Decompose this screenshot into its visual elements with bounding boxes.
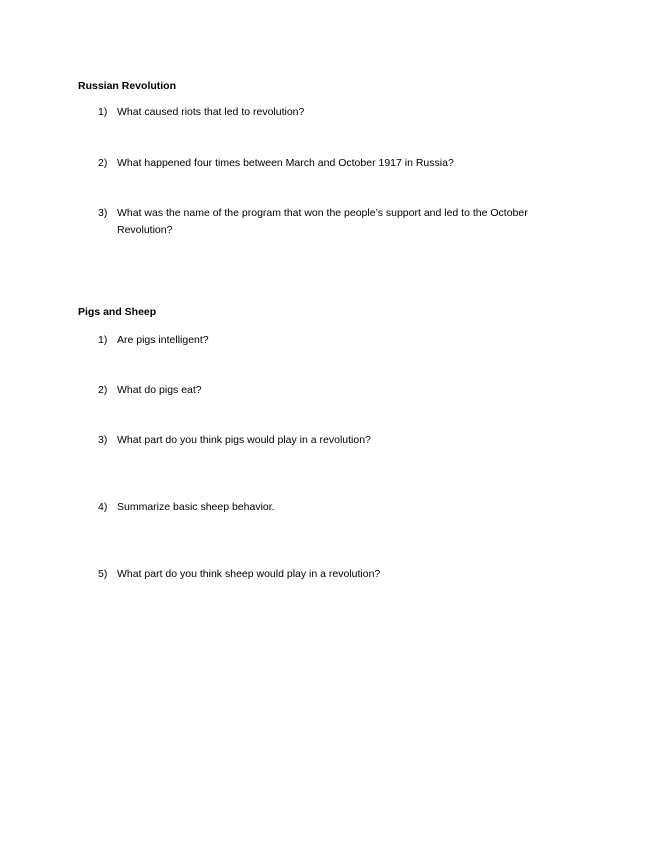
question-text: What part do you think pigs would play in a revolution? bbox=[117, 434, 371, 446]
question-text: Are pigs intelligent? bbox=[117, 334, 209, 346]
question-text: What happened four times between March and October 1917 in Russia? bbox=[117, 157, 454, 169]
question-item bbox=[98, 566, 568, 583]
question-text: What part do you think sheep would play in a revolution? bbox=[117, 568, 381, 580]
question-number: 3) bbox=[98, 207, 108, 219]
question-item bbox=[98, 205, 568, 239]
section-title: Russian Revolution bbox=[78, 80, 177, 92]
question-number: 5) bbox=[98, 568, 108, 580]
question-text: What caused riots that led to revolution? bbox=[117, 106, 305, 118]
question-item bbox=[98, 499, 568, 516]
question-text: What do pigs eat? bbox=[117, 384, 202, 396]
question-item bbox=[98, 104, 568, 121]
question-number: 1) bbox=[98, 106, 108, 118]
question-number: 3) bbox=[98, 434, 108, 446]
question-text: Summarize basic sheep behavior. bbox=[117, 501, 275, 513]
question-text: What was the name of the program that won the people’s support and led to the October Revolution? bbox=[117, 207, 528, 236]
question-item bbox=[98, 432, 568, 449]
question-item bbox=[98, 332, 568, 349]
question-number: 1) bbox=[98, 334, 108, 346]
question-number: 2) bbox=[98, 384, 108, 396]
question-item bbox=[98, 155, 568, 172]
question-item bbox=[98, 382, 568, 399]
question-number: 4) bbox=[98, 501, 108, 513]
section-title: Pigs and Sheep bbox=[78, 306, 157, 318]
question-number: 2) bbox=[98, 157, 108, 169]
